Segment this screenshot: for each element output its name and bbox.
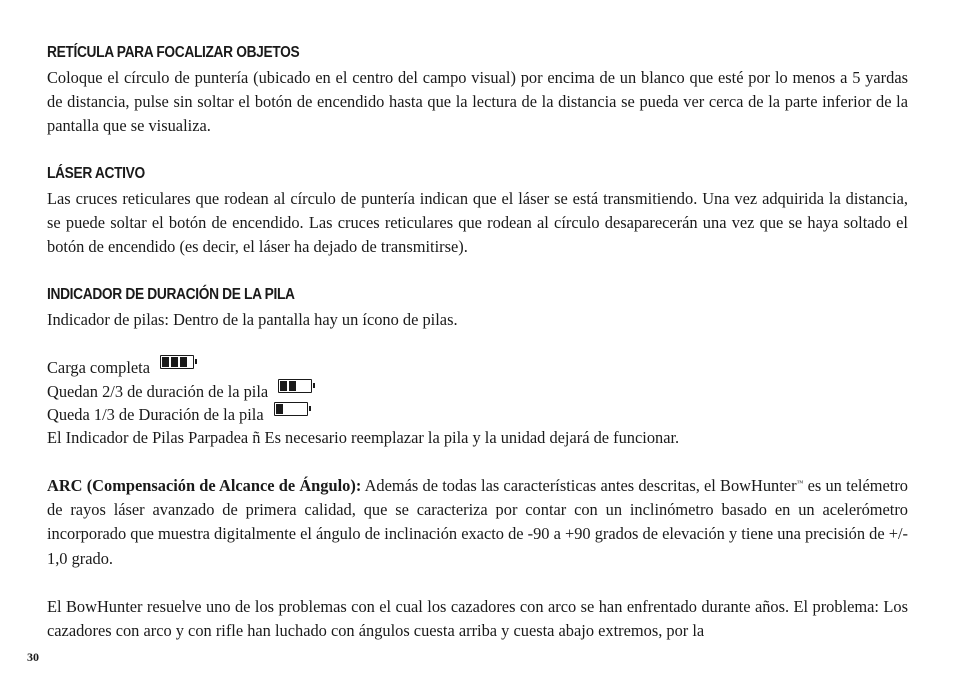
battery-one-third-icon bbox=[274, 402, 308, 416]
battery-full-icon bbox=[160, 355, 194, 369]
battery-blinking-note: El Indicador de Pilas Parpadea ñ Es necesario reemplazar la pila y la unidad dejará de funcionar. bbox=[47, 428, 680, 447]
reticle-heading: RETÍCULA PARA FOCALIZAR OBJETOS bbox=[47, 44, 300, 61]
battery-two-thirds-label: Quedan 2/3 de duración de la pila bbox=[47, 382, 269, 401]
battery-full-label: Carga completa bbox=[47, 358, 151, 377]
battery-intro: Indicador de pilas: Dentro de la pantalla hay un ícono de pilas. bbox=[47, 310, 458, 329]
battery-two-thirds-icon bbox=[278, 379, 312, 393]
arc-paragraph bbox=[47, 474, 908, 571]
arc-label: ARC (Compensación de Alcance de Ángulo): bbox=[47, 476, 362, 495]
trademark-mark: ™ bbox=[796, 479, 804, 487]
arc-text-end: es un telémetro de rayos láser avanzado de primera calidad, que se caracteriza por contar con un inclinómetro basado en un acelerómetro incorporado que muestra digitalmente el ángulo de inclinación exacto de -90 a +90 grados de elevación y tiene una precisión de +/- 1,0 grado. bbox=[47, 476, 908, 568]
arc-text-start: Además de todas las características antes descritas, el BowHunter bbox=[361, 476, 797, 495]
battery-heading: INDICADOR DE DURACIÓN DE LA PILA bbox=[47, 286, 295, 303]
battery-one-third-label: Queda 1/3 de Duración de la pila bbox=[47, 405, 264, 424]
battery-full-row bbox=[47, 355, 908, 379]
laser-paragraph: Las cruces reticulares que rodean al círculo de puntería indican que el láser se está transmitiendo. Una vez adquirida la distancia, se puede soltar el botón de encendido. Las cruces reticulares que rodean al círculo desaparecerán una vez que se haya soltado el botón de encendido (es decir, el láser ha dejado de transmitirse). bbox=[47, 189, 908, 257]
page-number: 30 bbox=[27, 650, 39, 664]
battery-one-third-row bbox=[47, 402, 908, 426]
bowhunter-paragraph: El BowHunter resuelve uno de los problemas con el cual los cazadores con arco se han enfrentado durante años. El problema: Los cazadores con arco y con rifle han luchado con ángulos cuesta arriba y cuesta abajo extremos, por la bbox=[47, 597, 908, 641]
reticle-paragraph: Coloque el círculo de puntería (ubicado en el centro del campo visual) por encima de un blanco que esté por lo menos a 5 yardas de distancia, pulse sin soltar el botón de encendido hasta que la lectura de la distancia se pueda ver cerca de la parte inferior de la pantalla que se visualiza. bbox=[47, 68, 908, 136]
battery-two-thirds-row bbox=[47, 379, 908, 403]
laser-heading: LÁSER ACTIVO bbox=[47, 165, 145, 182]
